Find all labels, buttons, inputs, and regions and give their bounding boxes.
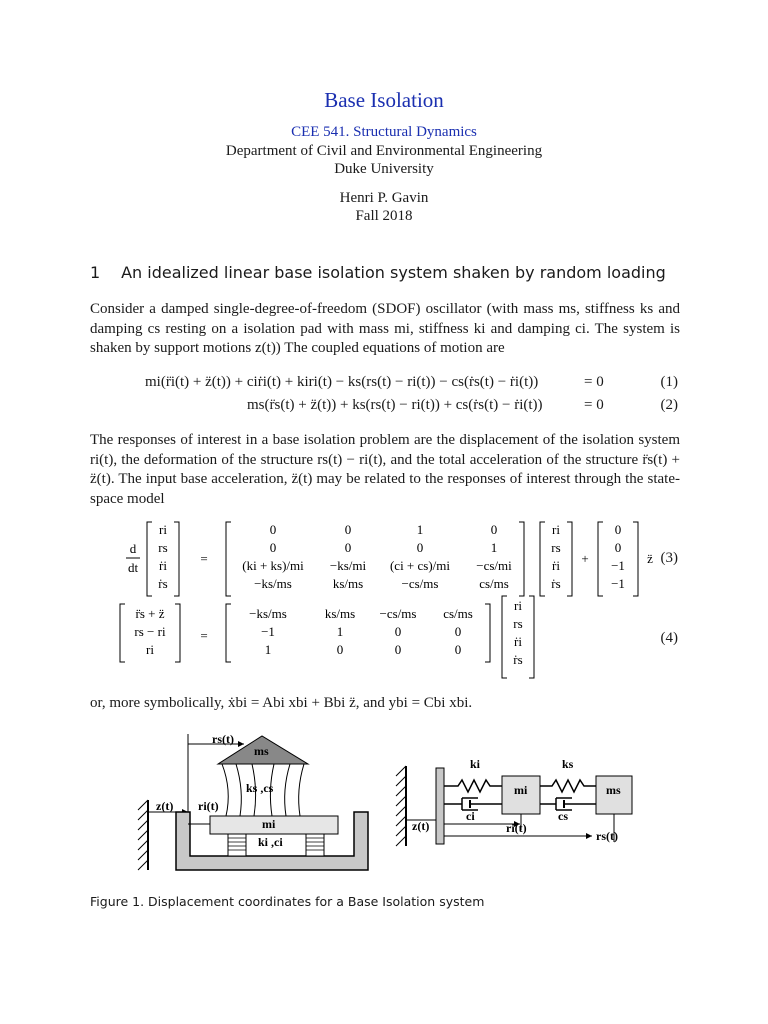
date: Fall 2018 bbox=[355, 208, 413, 224]
label-ri-left: ri(t) bbox=[198, 799, 219, 813]
state-vector-entry: rs bbox=[158, 540, 168, 555]
c-matrix-cell: 0 bbox=[394, 642, 402, 657]
label-kscs: ks ,cs bbox=[246, 781, 274, 795]
label-ki: ki bbox=[470, 757, 481, 771]
a-matrix-cell: 1 bbox=[416, 522, 424, 537]
x-vector-4-entry: ṙi bbox=[514, 634, 522, 649]
equation-4-number: (4) bbox=[660, 630, 678, 646]
a-matrix-cell: (ci + cs)/mi bbox=[389, 558, 451, 573]
equation-3-number: (3) bbox=[660, 550, 678, 566]
output-vector-right-bracket bbox=[175, 604, 180, 662]
a-matrix-cell: ks/ms bbox=[332, 576, 364, 591]
x-vector-4-left-bracket bbox=[502, 596, 507, 678]
c-matrix-left-bracket bbox=[226, 604, 231, 662]
output-vector-entry: r̈s + z̈ bbox=[135, 606, 165, 621]
a-matrix-cell: 1 bbox=[490, 540, 498, 555]
x-vector-entry: rs bbox=[551, 540, 561, 555]
x-vector-entry: ṙi bbox=[552, 558, 560, 573]
section-number: 1 bbox=[90, 263, 101, 282]
responses-paragraph: The responses of interest in a base isolation problem are the displacement of the isolation system ri(t), the deformation of the structure rs(t) − ri(t), and the total acceleration of the structure r̈s(t) + z̈(t). The input base acceleration, z̈(t) may be related to the responses of interest through the state-space model bbox=[90, 432, 680, 507]
label-cs: cs bbox=[558, 809, 568, 823]
page-title: Base Isolation bbox=[324, 88, 444, 112]
equals-sign-3: = bbox=[200, 551, 208, 566]
label-ci: ci bbox=[466, 809, 475, 823]
output-vector-entry: ri bbox=[146, 642, 154, 657]
a-matrix-cell: 0 bbox=[344, 540, 352, 555]
a-matrix-cell: −cs/mi bbox=[476, 558, 512, 573]
x-vector-4-entry: rs bbox=[513, 616, 523, 631]
right-diagram bbox=[396, 757, 632, 846]
base-isolation-figure bbox=[0, 720, 768, 890]
equation-1-number: (1) bbox=[660, 374, 678, 390]
ddt-denominator: dt bbox=[127, 560, 139, 575]
symbolic-paragraph: or, more symbolically, ẋbi = Abi xbi + Bbi z̈, and ybi = Cbi xbi. bbox=[90, 695, 473, 711]
state-vector-right-bracket bbox=[174, 522, 179, 596]
a-matrix-cell: 0 bbox=[269, 522, 277, 537]
equation-2-number: (2) bbox=[660, 397, 678, 413]
label-rs-left: rs(t) bbox=[212, 732, 234, 746]
c-matrix-cell: −cs/ms bbox=[379, 606, 417, 621]
state-vector-entry: ṙs bbox=[158, 576, 168, 591]
a-matrix-cell: −ks/ms bbox=[254, 576, 292, 591]
a-matrix-cell: cs/ms bbox=[479, 576, 509, 591]
c-matrix-cell: 0 bbox=[454, 624, 462, 639]
university: Duke University bbox=[334, 161, 434, 177]
label-ms-left: ms bbox=[254, 744, 269, 758]
equation-1: mi(r̈i(t) + z̈(t)) + ciṙi(t) + kiri(t) − ks(rs(t) − ri(t)) − cs(ṙs(t) − ṙi(t)) bbox=[145, 374, 539, 390]
x-vector-entry: ri bbox=[552, 522, 560, 537]
b-vector-entry: −1 bbox=[611, 576, 625, 591]
c-matrix-cell: −1 bbox=[261, 624, 275, 639]
label-mi-right: mi bbox=[514, 783, 528, 797]
figure-caption: Figure 1. Displacement coordinates for a Base Isolation system bbox=[90, 894, 485, 909]
c-matrix-cell: 1 bbox=[264, 642, 272, 657]
label-kici: ki ,ci bbox=[258, 835, 283, 849]
c-matrix-cell: 0 bbox=[394, 624, 402, 639]
a-matrix-cell: 0 bbox=[344, 522, 352, 537]
b-vector-left-bracket bbox=[598, 522, 603, 596]
equals-sign-4: = bbox=[200, 628, 208, 643]
course-name: CEE 541. Structural Dynamics bbox=[291, 124, 477, 140]
a-matrix-cell: −cs/ms bbox=[401, 576, 439, 591]
equation-2-rhs: = 0 bbox=[584, 397, 604, 413]
section-title: An idealized linear base isolation system shaken by random loading bbox=[121, 263, 666, 282]
b-vector-entry: 0 bbox=[614, 540, 622, 555]
x-vector-entry: ṙs bbox=[551, 576, 561, 591]
x-vector-4-entry: ṙs bbox=[513, 652, 523, 667]
equation-1-rhs: = 0 bbox=[584, 374, 604, 390]
b-vector-entry: 0 bbox=[614, 522, 622, 537]
department: Department of Civil and Environmental Engineering bbox=[225, 143, 543, 159]
a-matrix-left-bracket bbox=[226, 522, 231, 596]
x-vector-right-bracket bbox=[567, 522, 572, 596]
label-rs-right: rs(t) bbox=[596, 829, 618, 843]
a-matrix-right-bracket bbox=[519, 522, 524, 596]
left-diagram bbox=[138, 732, 368, 870]
plus-sign: + bbox=[581, 551, 589, 566]
a-matrix-cell: −ks/mi bbox=[329, 558, 367, 573]
author: Henri P. Gavin bbox=[339, 190, 429, 206]
label-ks: ks bbox=[562, 757, 574, 771]
state-vector-entry: ṙi bbox=[159, 558, 167, 573]
equation-2: ms(r̈s(t) + z̈(t)) + ks(rs(t) − ri(t)) + cs(ṙs(t) − ṙi(t)) bbox=[247, 397, 543, 413]
label-mi-left: mi bbox=[262, 817, 276, 831]
zddot-symbol: z̈ bbox=[647, 551, 653, 566]
x-vector-4-right-bracket bbox=[529, 596, 534, 678]
a-matrix-cell: 0 bbox=[416, 540, 424, 555]
label-z-left: z(t) bbox=[156, 799, 174, 813]
b-vector-entry: −1 bbox=[611, 558, 625, 573]
b-vector-right-bracket bbox=[633, 522, 638, 596]
x-vector-left-bracket bbox=[540, 522, 545, 596]
a-matrix-cell: 0 bbox=[490, 522, 498, 537]
c-matrix-cell: ks/ms bbox=[324, 606, 356, 621]
a-matrix-cell: (ki + ks)/mi bbox=[242, 558, 304, 573]
c-matrix-cell: 0 bbox=[336, 642, 344, 657]
state-vector-left-bracket bbox=[147, 522, 152, 596]
c-matrix-cell: cs/ms bbox=[443, 606, 473, 621]
c-matrix-cell: 0 bbox=[454, 642, 462, 657]
c-matrix-right-bracket bbox=[485, 604, 490, 662]
output-vector-entry: rs − ri bbox=[134, 624, 166, 639]
a-matrix-cell: 0 bbox=[269, 540, 277, 555]
x-vector-4-entry: ri bbox=[514, 598, 522, 613]
output-vector-left-bracket bbox=[120, 604, 125, 662]
ddt-numerator: d bbox=[129, 541, 137, 556]
state-vector-entry: ri bbox=[159, 522, 167, 537]
c-matrix-cell: −ks/ms bbox=[249, 606, 287, 621]
c-matrix-cell: 1 bbox=[336, 624, 344, 639]
label-z-right: z(t) bbox=[412, 819, 430, 833]
label-ms-right: ms bbox=[606, 783, 621, 797]
label-ri-right: ri(t) bbox=[506, 821, 527, 835]
intro-paragraph: Consider a damped single-degree-of-freedom (SDOF) oscillator (with mass ms, stiffness ks and damping cs resting on a isolation pad with mass mi, stiffness ki and damping ci. The system is shaken by support motions z(t)) The coupled equations of motion are bbox=[90, 301, 680, 356]
